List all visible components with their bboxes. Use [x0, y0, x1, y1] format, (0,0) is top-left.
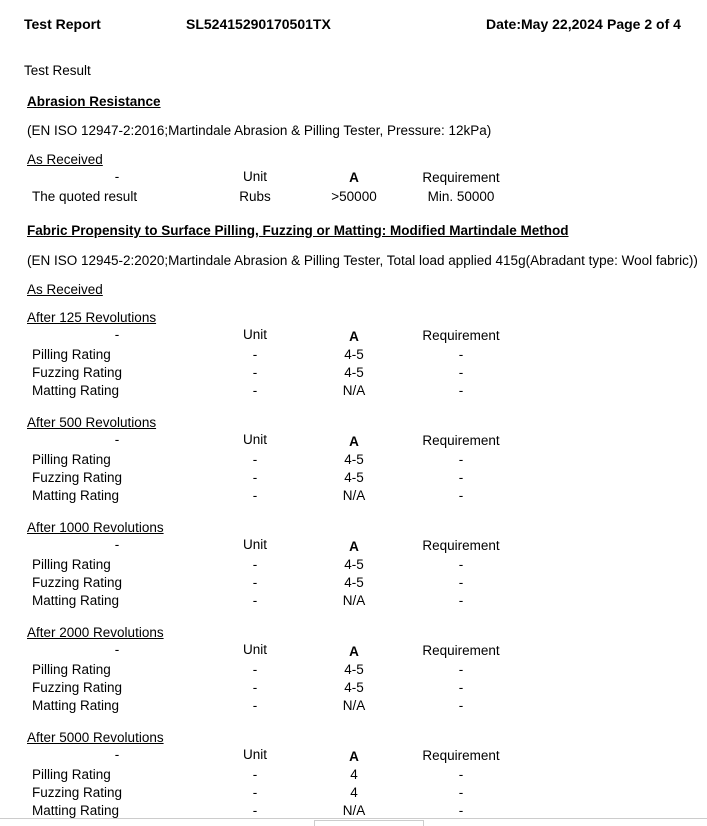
rating-unit: -	[252, 767, 258, 782]
section-title: After 500 Revolutions	[27, 415, 157, 430]
rating-requirement: -	[458, 662, 464, 677]
page-number: Page 2 of 4	[607, 16, 681, 32]
rating-label: Pilling Rating	[32, 557, 111, 572]
rating-requirement: -	[458, 347, 464, 362]
rating-label: Pilling Rating	[32, 767, 111, 782]
rating-value: N/A	[342, 383, 366, 398]
rating-requirement: -	[458, 470, 464, 485]
col-header-unit: Unit	[242, 642, 268, 657]
rating-label: Matting Rating	[32, 698, 120, 713]
col-header-a: A	[349, 434, 359, 449]
abrasion-col-a: A	[349, 170, 359, 185]
rating-label: Pilling Rating	[32, 662, 111, 677]
rating-value: 4-5	[344, 347, 364, 362]
rating-value: 4	[350, 785, 358, 800]
col-header-dash: -	[114, 432, 120, 447]
col-header-dash: -	[114, 642, 120, 657]
col-header-requirement: Requirement	[422, 643, 500, 658]
rating-label: Fuzzing Rating	[32, 470, 123, 485]
rating-label: Matting Rating	[32, 383, 120, 398]
rating-value: 4-5	[344, 470, 364, 485]
abrasion-condition: As Received	[27, 152, 103, 167]
col-header-a: A	[349, 644, 359, 659]
rating-requirement: -	[458, 488, 464, 503]
rating-label: Fuzzing Rating	[32, 365, 123, 380]
col-header-dash: -	[114, 327, 120, 342]
rating-unit: -	[252, 347, 258, 362]
col-header-a: A	[349, 539, 359, 554]
col-header-dash: -	[114, 747, 120, 762]
rating-requirement: -	[458, 698, 464, 713]
rating-label: Fuzzing Rating	[32, 575, 123, 590]
col-header-dash: -	[114, 537, 120, 552]
rating-value: N/A	[342, 698, 366, 713]
rating-unit: -	[252, 470, 258, 485]
rating-label: Matting Rating	[32, 593, 120, 608]
col-header-a: A	[349, 749, 359, 764]
rating-label: Fuzzing Rating	[32, 680, 123, 695]
rating-requirement: -	[458, 785, 464, 800]
rating-value: N/A	[342, 593, 366, 608]
rating-requirement: -	[458, 365, 464, 380]
section-title: After 2000 Revolutions	[27, 625, 164, 640]
rating-label: Fuzzing Rating	[32, 785, 123, 800]
rating-requirement: -	[458, 803, 464, 818]
col-header-requirement: Requirement	[422, 538, 500, 553]
rating-value: N/A	[342, 803, 366, 818]
rating-value: 4-5	[344, 452, 364, 467]
report-date: Date:May 22,2024	[486, 16, 603, 32]
section-title: After 125 Revolutions	[27, 310, 157, 325]
rating-requirement: -	[458, 575, 464, 590]
rating-label: Matting Rating	[32, 803, 120, 818]
col-header-requirement: Requirement	[422, 328, 500, 343]
pilling-method: (EN ISO 12945-2:2020;Martindale Abrasion & Pilling Tester, Total load applied 415g(Abradant type: Wool fabric))	[27, 253, 698, 268]
report-number: SL52415290170501TX	[186, 16, 331, 32]
abrasion-row-unit: Rubs	[239, 189, 271, 204]
rating-unit: -	[252, 452, 258, 467]
rating-value: 4-5	[344, 662, 364, 677]
rating-unit: -	[252, 488, 258, 503]
rating-unit: -	[252, 803, 258, 818]
rating-value: 4	[350, 767, 358, 782]
rating-unit: -	[252, 662, 258, 677]
col-header-unit: Unit	[242, 537, 268, 552]
rating-unit: -	[252, 785, 258, 800]
footer-box	[314, 820, 424, 826]
rating-label: Matting Rating	[32, 488, 120, 503]
rating-value: 4-5	[344, 680, 364, 695]
rating-unit: -	[252, 698, 258, 713]
abrasion-col-unit: Unit	[242, 169, 268, 184]
rating-value: 4-5	[344, 557, 364, 572]
test-result-label: Test Result	[24, 63, 91, 78]
rating-requirement: -	[458, 767, 464, 782]
rating-requirement: -	[458, 680, 464, 695]
col-header-requirement: Requirement	[422, 748, 500, 763]
abrasion-col-requirement: Requirement	[422, 170, 500, 185]
col-header-a: A	[349, 329, 359, 344]
abrasion-row-label: The quoted result	[32, 189, 138, 204]
section-title: After 5000 Revolutions	[27, 730, 164, 745]
rating-unit: -	[252, 557, 258, 572]
abrasion-row-value: >50000	[331, 189, 377, 204]
rating-unit: -	[252, 680, 258, 695]
rating-requirement: -	[458, 383, 464, 398]
rating-requirement: -	[458, 557, 464, 572]
rating-value: 4-5	[344, 365, 364, 380]
col-header-unit: Unit	[242, 327, 268, 342]
abrasion-col-dash: -	[114, 169, 120, 184]
section-title: After 1000 Revolutions	[27, 520, 164, 535]
footer-divider	[0, 818, 707, 819]
rating-value: 4-5	[344, 575, 364, 590]
col-header-unit: Unit	[242, 432, 268, 447]
rating-requirement: -	[458, 452, 464, 467]
rating-value: N/A	[342, 488, 366, 503]
abrasion-method: (EN ISO 12947-2:2016;Martindale Abrasion & Pilling Tester, Pressure: 12kPa)	[27, 123, 492, 138]
col-header-unit: Unit	[242, 747, 268, 762]
pilling-condition: As Received	[27, 282, 103, 297]
rating-unit: -	[252, 575, 258, 590]
abrasion-row-requirement: Min. 50000	[427, 189, 495, 204]
rating-unit: -	[252, 365, 258, 380]
rating-label: Pilling Rating	[32, 347, 111, 362]
report-title: Test Report	[24, 16, 101, 32]
rating-label: Pilling Rating	[32, 452, 111, 467]
pilling-heading: Fabric Propensity to Surface Pilling, Fuzzing or Matting: Modified Martindale Method	[27, 223, 569, 238]
rating-unit: -	[252, 383, 258, 398]
rating-requirement: -	[458, 593, 464, 608]
rating-unit: -	[252, 593, 258, 608]
abrasion-heading: Abrasion Resistance	[27, 94, 161, 109]
col-header-requirement: Requirement	[422, 433, 500, 448]
